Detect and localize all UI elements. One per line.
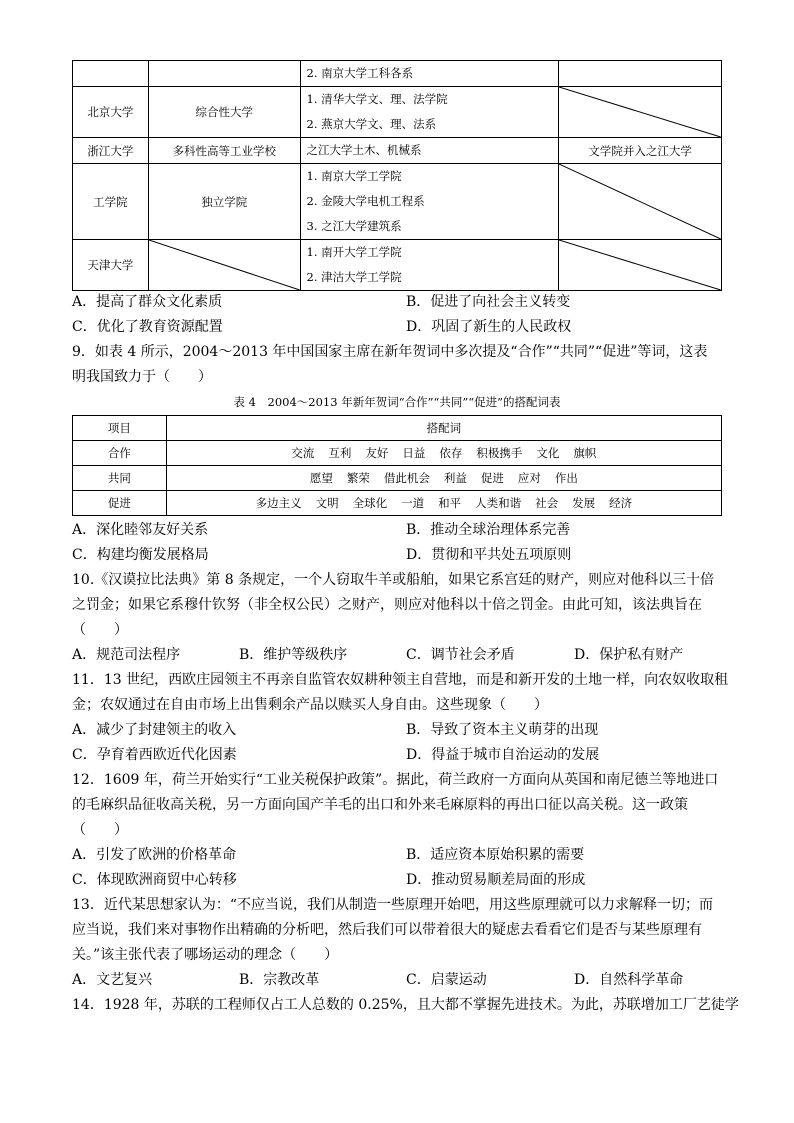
diagonal-cell bbox=[559, 240, 722, 291]
word: 愿望 bbox=[309, 471, 333, 485]
option-a: A．提高了群众文化素质 bbox=[72, 294, 223, 310]
item-cell: 促进 bbox=[73, 491, 167, 516]
table-cell bbox=[300, 164, 559, 240]
words-cell bbox=[166, 441, 721, 466]
table-cell: 浙江大学 bbox=[73, 138, 149, 164]
table-cell bbox=[73, 61, 149, 87]
option-d: D．贯彻和平共处五项原则 bbox=[406, 547, 572, 563]
word: 利益 bbox=[443, 471, 467, 485]
table-cell bbox=[300, 240, 559, 291]
question-12-line-1: 12．1609 年，荷兰开始实行“工业关税保护政策”。据此，荷兰政府一方面向从英国和南尼德兰等地进口 bbox=[72, 772, 719, 788]
table-4-caption: 表 4 2004～2013 年新年贺词“合作”“共同”“促进”的搭配词表 bbox=[233, 395, 561, 409]
diagonal-line bbox=[149, 240, 300, 290]
question-10-line-3: （ ） bbox=[72, 622, 128, 638]
option-b: B．宗教改革 bbox=[239, 972, 320, 988]
question-10-line-2: 之罚金；如果它系穆什钦努（非全权公民）之财产，则应对他科以十倍之罚金。由此可知，该法典旨在 bbox=[72, 597, 702, 613]
table-cell: 独立学院 bbox=[148, 164, 300, 240]
table-cell: 综合性大学 bbox=[148, 87, 300, 138]
word: 促进 bbox=[480, 471, 504, 485]
question-12-line-3: （ ） bbox=[72, 822, 128, 838]
option-d: D．自然科学革命 bbox=[574, 972, 684, 988]
word: 社会 bbox=[535, 496, 559, 510]
word: 和平 bbox=[438, 496, 462, 510]
word: 应对 bbox=[517, 471, 541, 485]
diagonal-cell bbox=[559, 87, 722, 138]
item-cell: 共同 bbox=[73, 466, 167, 491]
word: 积极携手 bbox=[476, 446, 523, 460]
table-cell: 多科性高等工业学校 bbox=[148, 138, 300, 164]
diagonal-cell bbox=[148, 240, 300, 291]
option-b: B．维护等级秩序 bbox=[239, 647, 348, 663]
option-a: A．深化睦邻友好关系 bbox=[72, 522, 209, 538]
option-d: D．保护私有财产 bbox=[574, 647, 684, 663]
option-a: A．引发了欧洲的价格革命 bbox=[72, 847, 237, 863]
word: 全球化 bbox=[352, 496, 388, 510]
cell-line: 1. 南京大学工学院 bbox=[306, 169, 402, 183]
table-row bbox=[73, 138, 722, 164]
question-10-line-1: 10.《汉谟拉比法典》第 8 条规定，一个人窃取牛羊或船舶，如果它系宫廷的财产，则应对他科以三十倍 bbox=[72, 572, 715, 588]
table-cell: 天津大学 bbox=[73, 240, 149, 291]
word: 作出 bbox=[554, 471, 578, 485]
option-b: B．促进了向社会主义转变 bbox=[406, 294, 571, 310]
word: 互利 bbox=[328, 446, 352, 460]
question-13-line-2: 应当说，我们来对事物作出精确的分析吧，然后我们可以带着很大的疑虑去看看它们是否与某些原理有 bbox=[72, 922, 702, 938]
table-cell bbox=[300, 61, 559, 87]
word: 多边主义 bbox=[255, 496, 302, 510]
table-cell bbox=[559, 61, 722, 87]
option-d: D．巩固了新生的人民政权 bbox=[406, 319, 572, 335]
question-12-line-2: 的毛麻织品征收高关税，另一方面向国产羊毛的出口和外来毛麻原料的再出口征以高关税。这一政策 bbox=[72, 797, 688, 813]
word: 日益 bbox=[402, 446, 426, 460]
table-cell bbox=[300, 87, 559, 138]
university-table bbox=[72, 60, 722, 291]
question-14-line-1: 14．1928 年，苏联的工程师仅占工人总数的 0.25%，且大都不掌握先进技术。为此，苏联增加工厂艺徒学 bbox=[72, 997, 739, 1013]
words-cell bbox=[166, 491, 721, 516]
table-row bbox=[73, 164, 722, 240]
table-cell bbox=[148, 61, 300, 87]
option-c: C．优化了教育资源配置 bbox=[72, 319, 223, 335]
option-b: B．适应资本原始积累的需要 bbox=[406, 847, 585, 863]
table-row bbox=[73, 491, 722, 516]
option-a: A．减少了封建领主的收入 bbox=[72, 722, 237, 738]
question-9-line-1: 9．如表 4 所示，2004～2013 年中国国家主席在新年贺词中多次提及“合作”“共同”“促进”等词，这表 bbox=[72, 344, 708, 360]
question-13-line-1: 13．近代某思想家认为：“不应当说，我们从制造一些原理开始吧，用这些原理就可以力求解释一切；而 bbox=[72, 897, 713, 913]
option-b: B．推动全球治理体系完善 bbox=[406, 522, 571, 538]
cell-line: 2. 南京大学工科各系 bbox=[306, 66, 414, 80]
word: 一道 bbox=[401, 496, 425, 510]
option-c: C．构建均衡发展格局 bbox=[72, 547, 209, 563]
word: 交流 bbox=[291, 446, 315, 460]
option-a: A．文艺复兴 bbox=[72, 972, 153, 988]
table-row bbox=[73, 87, 722, 138]
option-b: B．导致了资本主义萌芽的出现 bbox=[406, 722, 599, 738]
table-4 bbox=[72, 415, 722, 516]
word: 人类和谐 bbox=[475, 496, 522, 510]
option-d: D．推动贸易顺差局面的形成 bbox=[406, 872, 586, 888]
question-11-line-1: 11．13 世纪，西欧庄园领主不再亲自监管农奴耕种领主自营地，而是和新开发的土地一样，向农奴收取租 bbox=[72, 672, 729, 688]
cell-line: 之江大学土木、机械系 bbox=[306, 143, 422, 157]
question-11-line-2: 金；农奴通过在自由市场上出售剩余产品以赎买人身自由。这些现象（ ） bbox=[72, 697, 548, 713]
word: 友好 bbox=[365, 446, 389, 460]
header-cell: 项目 bbox=[73, 416, 167, 441]
table-row bbox=[73, 441, 722, 466]
word: 借此机会 bbox=[383, 471, 430, 485]
table-row bbox=[73, 466, 722, 491]
word: 繁荣 bbox=[346, 471, 370, 485]
question-13-line-3: 关。”该主张代表了哪场运动的理念（ ） bbox=[72, 947, 339, 963]
diagonal-line bbox=[559, 164, 721, 239]
cell-line: 3. 之江大学建筑系 bbox=[306, 219, 402, 233]
table-row bbox=[73, 61, 722, 87]
cell-line: 2. 燕京大学文、理、法系 bbox=[306, 117, 437, 131]
words-cell bbox=[166, 466, 721, 491]
cell-line: 1. 南开大学工学院 bbox=[306, 245, 402, 259]
question-9-line-2: 明我国致力于（ ） bbox=[72, 369, 212, 385]
option-a: A．规范司法程序 bbox=[72, 647, 181, 663]
diagonal-line bbox=[559, 87, 721, 137]
word: 文明 bbox=[315, 496, 339, 510]
cell-line: 2. 津沽大学工学院 bbox=[306, 270, 402, 284]
option-c: C．体现欧洲商贸中心转移 bbox=[72, 872, 237, 888]
option-c: C．启蒙运动 bbox=[406, 972, 487, 988]
table-header-row bbox=[73, 416, 722, 441]
table-cell: 文学院并入之江大学 bbox=[559, 138, 722, 164]
option-c: C．孕育着西欧近代化因素 bbox=[72, 747, 237, 763]
option-d: D．得益于城市自治运动的发展 bbox=[406, 747, 600, 763]
cell-line: 2. 金陵大学电机工程系 bbox=[306, 194, 425, 208]
word: 经济 bbox=[609, 496, 633, 510]
word: 发展 bbox=[572, 496, 596, 510]
item-cell: 合作 bbox=[73, 441, 167, 466]
table-row bbox=[73, 240, 722, 291]
word: 依存 bbox=[439, 446, 463, 460]
table-cell bbox=[300, 138, 559, 164]
table-cell: 工学院 bbox=[73, 164, 149, 240]
cell-line: 1. 清华大学文、理、法学院 bbox=[306, 92, 448, 106]
diagonal-cell bbox=[559, 164, 722, 240]
option-c: C．调节社会矛盾 bbox=[406, 647, 515, 663]
table-cell: 北京大学 bbox=[73, 87, 149, 138]
diagonal-line bbox=[559, 240, 721, 290]
word: 文化 bbox=[536, 446, 560, 460]
word: 旗帜 bbox=[573, 446, 597, 460]
header-cell: 搭配词 bbox=[166, 416, 721, 441]
